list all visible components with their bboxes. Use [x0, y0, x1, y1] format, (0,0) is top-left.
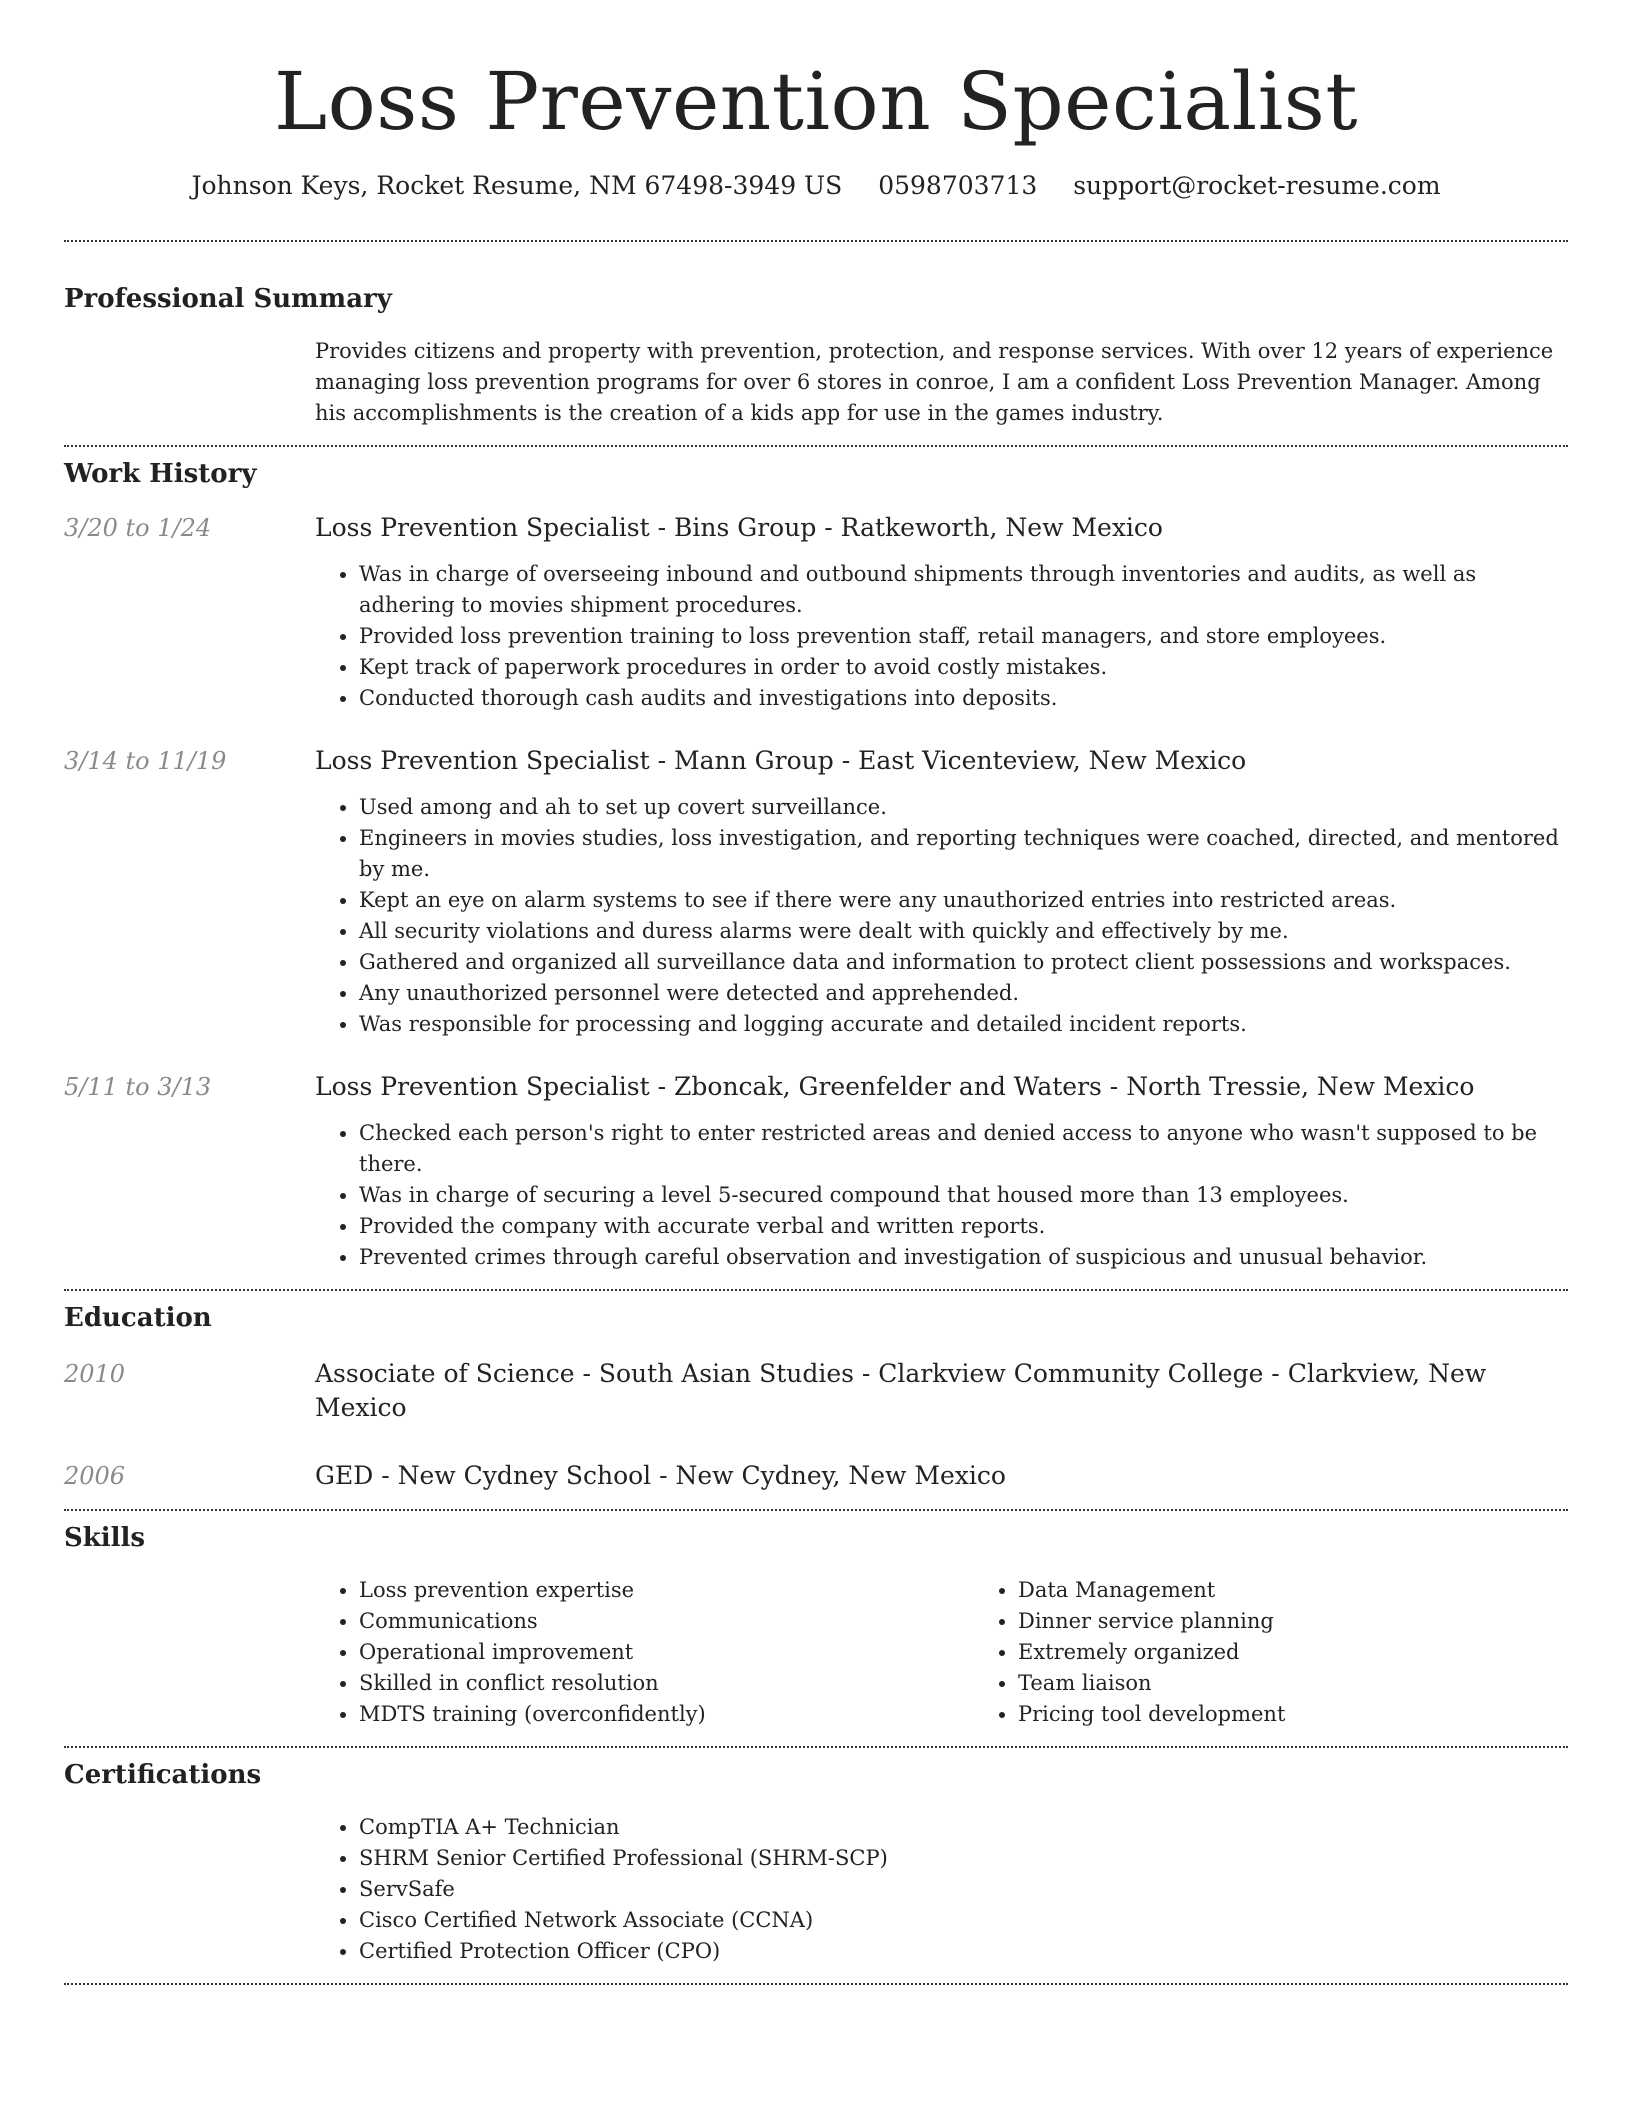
education-year: 2006	[64, 1462, 126, 1490]
section-heading-certifications: Certifications	[64, 1760, 262, 1790]
list-item: • Cisco Certified Network Associate (CCNA)	[359, 1905, 1568, 1936]
list-item: • Engineers in movies studies, loss investigation, and reporting techniques were coached, directed, and mentored by me.	[359, 823, 1568, 885]
job-title: Loss Prevention Specialist - Zboncak, Greenfelder and Waters - North Tressie, New Mexico	[315, 1072, 1475, 1101]
job-entry	[64, 744, 1568, 1040]
list-item: • Data Management	[1018, 1575, 1632, 1606]
job-title: Loss Prevention Specialist - Mann Group - East Vicenteview, New Mexico	[315, 746, 1247, 775]
list-item: • Provided the company with accurate verbal and written reports.	[359, 1211, 1568, 1242]
list-item: • Dinner service planning	[1018, 1606, 1632, 1637]
job-entry	[64, 1070, 1568, 1273]
section-work-history	[64, 457, 1568, 1273]
contact-phone: 0598703713	[878, 171, 1038, 200]
list-item: • Provided loss prevention training to loss prevention staff, retail managers, and store employees.	[359, 621, 1568, 652]
list-item: • Operational improvement	[359, 1637, 974, 1668]
list-item: • Was in charge of overseeing inbound and outbound shipments through inventories and audits, as well as adhering to movies shipment procedures.	[359, 559, 1568, 621]
section-certifications	[64, 1758, 1568, 1967]
job-duties	[315, 792, 1568, 1040]
divider	[64, 1289, 1568, 1291]
list-item: • Loss prevention expertise	[359, 1575, 974, 1606]
list-item: • Communications	[359, 1606, 974, 1637]
list-item: • CompTIA A+ Technician	[359, 1812, 1568, 1843]
list-item: • Kept track of paperwork procedures in order to avoid costly mistakes.	[359, 652, 1568, 683]
summary-text: Provides citizens and property with prevention, protection, and response services. With over 12 years of experience managing loss prevention programs for over 6 stores in conroe, I am a confident Loss Prevention Manager. Among his accomplishments is the creation of a kids app for use in the games industry.	[315, 339, 1554, 425]
section-skills	[64, 1521, 1568, 1730]
section-heading-education: Education	[64, 1303, 212, 1333]
education-degree: Associate of Science - South Asian Studies - Clarkview Community College - Clarkview, New Mexico	[315, 1359, 1487, 1422]
divider	[64, 1746, 1568, 1748]
divider	[64, 445, 1568, 447]
job-duties	[315, 1118, 1568, 1273]
resume-title: Loss Prevention Specialist	[274, 55, 1358, 148]
contact-email: support@rocket-resume.com	[1073, 171, 1441, 200]
education-degree: GED - New Cydney School - New Cydney, New Mexico	[315, 1461, 1006, 1490]
job-entry	[64, 511, 1568, 714]
list-item: • Was responsible for processing and logging accurate and detailed incident reports.	[359, 1009, 1568, 1040]
list-item: • Any unauthorized personnel were detected and apprehended.	[359, 978, 1568, 1009]
list-item: • Used among and ah to set up covert surveillance.	[359, 792, 1568, 823]
section-heading-skills: Skills	[64, 1523, 146, 1553]
contact-address: Johnson Keys, Rocket Resume, NM 67498-3949 US	[191, 171, 843, 200]
list-item: • Skilled in conflict resolution	[359, 1668, 974, 1699]
certifications-list	[315, 1812, 1568, 1967]
list-item: • All security violations and duress alarms were dealt with quickly and effectively by me.	[359, 916, 1568, 947]
job-dates: 5/11 to 3/13	[64, 1073, 212, 1101]
education-entry	[64, 1357, 1568, 1425]
list-item: • Conducted thorough cash audits and investigations into deposits.	[359, 683, 1568, 714]
education-year: 2010	[64, 1360, 126, 1388]
skills-list-right	[974, 1575, 1632, 1730]
list-item: • MDTS training (overconfidently)	[359, 1699, 974, 1730]
job-dates: 3/20 to 1/24	[64, 514, 212, 542]
list-item: • Prevented crimes through careful observation and investigation of suspicious and unusual behavior.	[359, 1242, 1568, 1273]
section-heading-work: Work History	[64, 459, 257, 489]
list-item: • Kept an eye on alarm systems to see if there were any unauthorized entries into restricted areas.	[359, 885, 1568, 916]
section-summary	[64, 282, 1568, 429]
education-entry	[64, 1459, 1568, 1493]
job-duties	[315, 559, 1568, 714]
section-heading-summary: Professional Summary	[64, 284, 392, 314]
list-item: • Gathered and organized all surveillance data and information to protect client possessions and workspaces.	[359, 947, 1568, 978]
section-education	[64, 1301, 1568, 1493]
list-item: • Certified Protection Officer (CPO)	[359, 1936, 1568, 1967]
skills-list-left	[315, 1575, 974, 1730]
list-item: • SHRM Senior Certified Professional (SHRM-SCP)	[359, 1843, 1568, 1874]
contact-line	[64, 168, 1568, 204]
list-item: • Checked each person's right to enter restricted areas and denied access to anyone who wasn't supposed to be there.	[359, 1118, 1568, 1180]
divider	[64, 1509, 1568, 1511]
divider	[64, 240, 1568, 242]
job-title: Loss Prevention Specialist - Bins Group - Ratkeworth, New Mexico	[315, 513, 1163, 542]
divider	[64, 1983, 1568, 1985]
list-item: • Team liaison	[1018, 1668, 1632, 1699]
list-item: • ServSafe	[359, 1874, 1568, 1905]
list-item: • Pricing tool development	[1018, 1699, 1632, 1730]
job-dates: 3/14 to 11/19	[64, 747, 227, 775]
resume-page	[64, 0, 1568, 1985]
skills-columns	[315, 1575, 1632, 1730]
list-item: • Was in charge of securing a level 5-secured compound that housed more than 13 employees.	[359, 1180, 1568, 1211]
list-item: • Extremely organized	[1018, 1637, 1632, 1668]
